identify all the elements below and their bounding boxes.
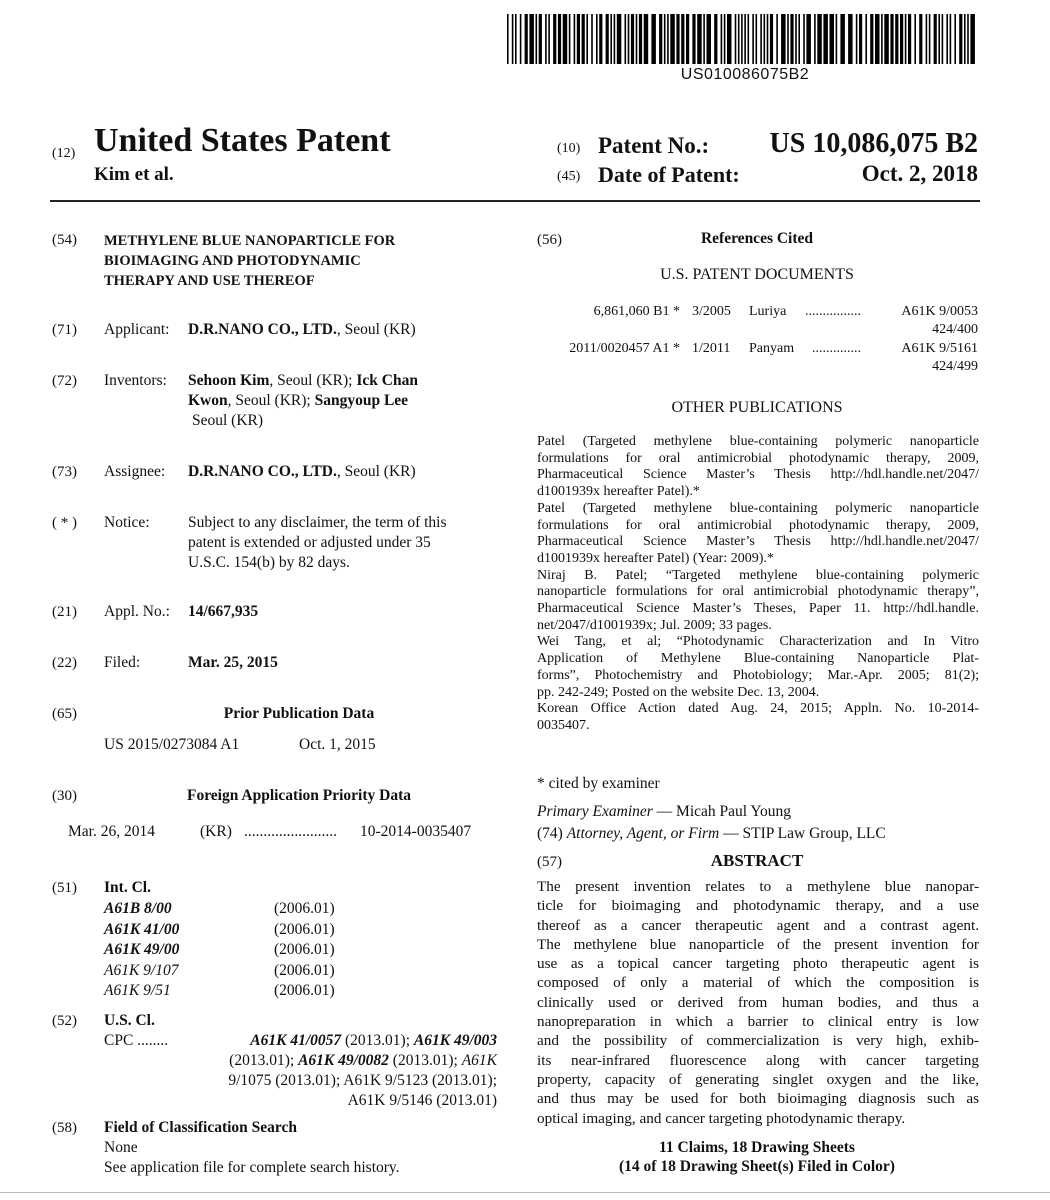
barcode-bar <box>814 14 816 64</box>
code-71: (71) <box>52 322 77 338</box>
barcode-bar <box>830 14 835 64</box>
barcode-bar <box>548 14 550 64</box>
int-cl-list <box>104 899 364 1002</box>
barcode-bar <box>895 14 898 64</box>
appl-no-label: Appl. No.: <box>104 603 170 620</box>
reference-doc: 6,861,060 B1 * <box>593 304 680 319</box>
foreign-priority-number: 10-2014-0035407 <box>360 823 472 840</box>
barcode-bar <box>520 14 522 64</box>
code-65: (65) <box>52 706 77 722</box>
barcode-bar <box>610 14 612 64</box>
barcode-bar <box>798 14 800 64</box>
code-73: (73) <box>52 464 77 480</box>
us-patent-docs-heading: U.S. PATENT DOCUMENTS <box>660 266 854 283</box>
invention-title-line: BIOIMAGING AND PHOTODYNAMIC <box>104 253 361 269</box>
other-publication-line: d1001939x hereafter Patel) (Year: 2009).* <box>537 550 774 566</box>
assignee-value <box>188 462 416 482</box>
barcode-bar <box>908 14 911 64</box>
prior-pub-heading: Prior Publication Data <box>223 705 375 722</box>
drawing-color-note: (14 of 18 Drawing Sheet(s) Filed in Color) <box>619 1158 895 1175</box>
other-publication-line: nanoparticle formulations for oral antimicrobial photodynamic therapy”, <box>537 584 979 600</box>
code-54: (54) <box>52 232 77 248</box>
int-cl-heading: Int. Cl. <box>104 879 151 896</box>
references-heading: References Cited <box>700 230 814 247</box>
barcode-bar <box>790 14 793 64</box>
int-cl-class: A61K 9/51 <box>104 982 171 999</box>
barcode-bar <box>881 14 883 64</box>
cited-by-examiner: * cited by examiner <box>537 775 660 792</box>
barcode-bar <box>721 14 723 64</box>
barcode-number: US010086075B2 <box>680 66 810 83</box>
barcode-bar <box>569 14 571 64</box>
barcode-bar <box>529 14 534 64</box>
foreign-priority-heading: Foreign Application Priority Data <box>186 787 412 804</box>
barcode-bar <box>545 14 547 64</box>
int-cl-class: A61K 9/107 <box>104 961 179 979</box>
barcode-bar <box>639 14 642 64</box>
abstract-line: property, capacity of generating singlet oxygen and the like, <box>537 1070 979 1088</box>
other-publication-line: Patel (Targeted methylene blue-containing polymeric nanoparticle <box>537 434 979 449</box>
barcode-bar <box>599 14 602 64</box>
barcode-bar <box>636 14 638 64</box>
other-publication-line: Application of Methylene Blue-containing Nanoparticle Plat- <box>537 651 979 667</box>
filed-label: Filed: <box>104 654 141 671</box>
barcode-bar <box>970 14 975 64</box>
prior-pub-number: US 2015/0273084 A1 <box>104 736 240 753</box>
foreign-priority-dots: ........................ <box>244 823 337 840</box>
patent-authors: Kim et al. <box>94 164 174 185</box>
other-publications-heading: OTHER PUBLICATIONS <box>671 399 843 416</box>
inventor-name: Sehoon Kim <box>188 372 270 389</box>
int-cl-row <box>104 961 364 982</box>
barcode-bar <box>870 14 873 64</box>
barcode-bar <box>934 14 937 64</box>
barcode-bar <box>836 14 838 64</box>
int-cl-version: (2006.01) <box>274 900 335 917</box>
barcode-bar <box>515 14 517 64</box>
barcode-bar <box>686 14 689 64</box>
abstract-line: optical imaging, and cancer targeting photodynamic therapy. <box>537 1109 906 1127</box>
barcode-bar <box>614 14 616 64</box>
barcode-bar <box>536 14 538 64</box>
int-cl-class: A61K 41/00 <box>104 920 180 938</box>
code-52: (52) <box>52 1013 77 1029</box>
header-divider <box>50 200 980 202</box>
int-cl-class: A61B 8/00 <box>104 900 172 917</box>
barcode-bar <box>606 14 609 64</box>
barcode-bar <box>625 14 627 64</box>
foreign-priority-country: (KR) <box>200 823 232 840</box>
inventor-location: , Seoul (KR); <box>269 372 357 389</box>
inventor-location: , Seoul (KR); <box>227 392 315 409</box>
abstract-line: use as a topical cancer targeting photo therapeutic agent is <box>537 955 979 973</box>
int-cl-row <box>104 920 364 941</box>
field-search-value: None <box>104 1139 138 1156</box>
barcode-bar <box>795 14 797 64</box>
barcode-bar <box>563 14 568 64</box>
barcode-bar <box>856 14 858 64</box>
reference-class: A61K 9/5161 <box>901 341 978 356</box>
date-value: Oct. 2, 2018 <box>861 161 978 186</box>
other-publication-line: Niraj B. Patel; “Targeted methylene blue-containing polymeric <box>537 567 979 583</box>
cpc-line: A61K 9/5146 (2013.01) <box>347 1092 497 1109</box>
assignee-location: , Seoul (KR) <box>336 463 416 480</box>
notice-line: Subject to any disclaimer, the term of this <box>188 514 447 531</box>
other-publication-line: formulations for oral antimicrobial photodynamic therapy, 2009, <box>537 450 979 466</box>
barcode-bar <box>644 14 649 64</box>
abstract-line: and thus may be used for both bioimaging diagnosis such as <box>537 1090 979 1108</box>
code-58: (58) <box>52 1120 77 1136</box>
barcode-bar <box>591 14 593 64</box>
invention-title-line: THERAPY AND USE THEREOF <box>104 273 315 289</box>
patent-no-value: US 10,086,075 B2 <box>769 128 978 159</box>
barcode-bar <box>806 14 811 64</box>
appl-no-value: 14/667,935 <box>188 603 259 620</box>
barcode-bar <box>617 14 622 64</box>
int-cl-row <box>104 940 364 961</box>
inventor-location: Seoul (KR) <box>192 412 264 429</box>
cpc-version: (2013.01); <box>229 1052 299 1069</box>
barcode-bar <box>890 14 893 64</box>
barcode-bar <box>512 14 514 64</box>
code-72: (72) <box>52 373 77 389</box>
primary-examiner <box>537 803 791 821</box>
barcode-bar <box>865 14 867 64</box>
code-56: (56) <box>537 232 562 248</box>
reference-doc: 2011/0020457 A1 * <box>569 341 680 356</box>
barcode-bar <box>764 14 766 64</box>
reference-date: 1/2011 <box>692 341 731 356</box>
barcode-bar <box>586 14 588 64</box>
barcode-bar <box>875 14 880 64</box>
barcode-bar <box>628 14 630 64</box>
cpc-class: A61K 41/0057 <box>250 1032 342 1049</box>
cpc-line <box>197 1031 497 1051</box>
other-publication-line: Pharmaceutical Science Master’s Thesis http://hdl.handle.net/2047/ <box>537 467 979 483</box>
int-cl-row <box>104 899 364 920</box>
barcode-bar <box>748 14 750 64</box>
patent-no-label: Patent No.: <box>598 133 710 158</box>
notice-label: Notice: <box>104 514 150 531</box>
applicant-location: , Seoul (KR) <box>336 321 416 338</box>
barcode-image <box>507 14 977 64</box>
reference-name: Panyam <box>749 341 795 356</box>
reference-name: Luriya <box>749 304 787 319</box>
code-57: (57) <box>537 854 562 870</box>
other-publications-list <box>537 434 979 735</box>
barcode-bar <box>714 14 717 64</box>
barcode-bar <box>558 14 561 64</box>
cpc-class: A61K <box>461 1052 497 1069</box>
barcode-bar <box>741 14 743 64</box>
code-30: (30) <box>52 788 77 804</box>
barcode-bar <box>781 14 786 64</box>
other-publication-line: forms”, Photochemistry and Photobiology; Mar.-Apr. 2005; 81(2); <box>537 667 979 683</box>
reference-dots: .............. <box>812 341 861 356</box>
filed-value: Mar. 25, 2015 <box>188 654 278 671</box>
abstract-text <box>537 877 979 1128</box>
assignee-label: Assignee: <box>104 463 166 480</box>
us-cl-heading: U.S. Cl. <box>104 1012 155 1029</box>
assignee-name: D.R.NANO CO., LTD. <box>188 463 337 480</box>
cpc-version: (2013.01); <box>341 1032 414 1049</box>
barcode-bar <box>770 14 773 64</box>
examiner-name: — Micah Paul Young <box>652 803 792 820</box>
barcode-bar <box>964 14 966 64</box>
barcode-bar <box>670 14 675 64</box>
other-publication-line: Korean Office Action dated Aug. 24, 2015; Appln. No. 10-2014- <box>537 701 979 717</box>
barcode-bar <box>596 14 598 64</box>
abstract-line: its near-infrared fluorescence along with cancer targeting <box>537 1051 979 1069</box>
barcode-bar <box>817 14 822 64</box>
barcode-bar <box>840 14 845 64</box>
code-21: (21) <box>52 604 77 620</box>
cpc-line <box>172 1051 497 1071</box>
foreign-priority-date: Mar. 26, 2014 <box>68 823 155 840</box>
code-74: (74) <box>537 825 563 842</box>
reference-subclass: 424/499 <box>932 359 978 374</box>
barcode-bar <box>950 14 952 64</box>
barcode-bar <box>919 14 922 64</box>
barcode-bar <box>776 14 778 64</box>
barcode-bar <box>727 14 732 64</box>
barcode-bar <box>659 14 662 64</box>
examiner-label: Primary Examiner <box>537 803 653 820</box>
int-cl-version: (2006.01) <box>274 920 335 938</box>
barcode-bar <box>697 14 702 64</box>
other-publication-line: Wei Tang, et al; “Photodynamic Characterization and In Vitro <box>537 634 979 650</box>
code-45: (45) <box>557 169 581 184</box>
int-cl-version: (2006.01) <box>274 982 335 999</box>
field-search-note: See application file for complete search history. <box>104 1159 400 1176</box>
barcode-bar <box>738 14 740 64</box>
attorney-label: Attorney, Agent, or Firm <box>566 825 720 842</box>
prior-pub-date: Oct. 1, 2015 <box>299 736 376 753</box>
barcode-bar <box>848 14 853 64</box>
inventor-name: Sangyoup Lee <box>314 392 409 409</box>
inventor-name: Ick Chan <box>356 372 418 389</box>
barcode-bar <box>914 14 916 64</box>
barcode-bar <box>905 14 907 64</box>
barcode-bar <box>744 14 746 64</box>
other-publication-line: Pharmaceutical Science Master’s Theses, Paper 11. http://hdl.handle. <box>537 601 979 617</box>
other-publication-line: formulations for oral antimicrobial photodynamic therapy, 2009, <box>537 517 979 533</box>
barcode-bar <box>929 14 931 64</box>
patent-title: United States Patent <box>94 122 391 159</box>
int-cl-row <box>104 981 364 1002</box>
other-publication-line: d1001939x hereafter Patel).* <box>537 484 700 500</box>
barcode-bar <box>946 14 948 64</box>
barcode-bar <box>553 14 556 64</box>
code-12: (12) <box>52 146 76 161</box>
other-publication-line: Pharmaceutical Science Master’s Thesis http://hdl.handle.net/2047/ <box>537 534 979 550</box>
bottom-divider <box>0 1192 1050 1193</box>
barcode-bar <box>651 14 656 64</box>
inventors-value <box>188 371 418 431</box>
barcode-bar <box>667 14 669 64</box>
barcode-bar <box>631 14 634 64</box>
reference-dots: ................ <box>805 304 861 319</box>
barcode-bar <box>954 14 956 64</box>
other-publication-line: pp. 242-249; Posted on the website Dec. 13, 2004. <box>537 684 820 700</box>
barcode-bar <box>926 14 928 64</box>
abstract-line: composed of only a material of which the composition is <box>537 974 979 992</box>
barcode-bar <box>707 14 712 64</box>
int-cl-version: (2006.01) <box>274 941 335 958</box>
cpc-version: (2013.01); <box>388 1052 462 1069</box>
barcode-bar <box>884 14 889 64</box>
barcode-bar <box>507 14 509 64</box>
date-label: Date of Patent: <box>598 162 740 187</box>
notice-line: patent is extended or adjusted under 35 <box>188 534 431 551</box>
code-51: (51) <box>52 880 77 896</box>
barcode-bar <box>787 14 789 64</box>
barcode-bar <box>767 14 769 64</box>
barcode-bar <box>525 14 528 64</box>
barcode-bar <box>859 14 862 64</box>
notice-text <box>188 513 447 573</box>
barcode-bar <box>664 14 666 64</box>
barcode-bar <box>803 14 805 64</box>
barcode-bar <box>681 14 684 64</box>
other-publication-line: net/2047/d1001939x; Jul. 2009; 33 pages. <box>537 617 772 633</box>
abstract-line: The present invention relates to a methylene blue nanopar- <box>537 878 979 895</box>
abstract-heading: ABSTRACT <box>710 851 804 870</box>
field-search-heading: Field of Classification Search <box>104 1119 298 1136</box>
barcode-bar <box>724 14 726 64</box>
int-cl-class: A61K 49/00 <box>104 941 180 958</box>
code-22: (22) <box>52 655 77 671</box>
abstract-line: ticle for bioimaging and photodynamic therapy, and a use <box>537 897 979 915</box>
abstract-line: thereof as a cancer therapeutic agent and a contrast agent. <box>537 916 979 934</box>
abstract-line: clinically used or derived from human bodies, and thus a <box>537 993 979 1011</box>
applicant-label: Applicant: <box>104 321 170 338</box>
inventors-label: Inventors: <box>104 372 167 389</box>
notice-code: ( * ) <box>52 515 77 531</box>
reference-date: 3/2005 <box>692 304 731 319</box>
claims-count: 11 Claims, 18 Drawing Sheets <box>659 1139 855 1156</box>
other-publication-line: Patel (Targeted methylene blue-containing polymeric nanoparticle <box>537 500 979 516</box>
barcode-bar <box>735 14 737 64</box>
barcode-bar <box>967 14 969 64</box>
barcode-bar <box>574 14 576 64</box>
barcode-bar <box>577 14 580 64</box>
cpc-line: 9/1075 (2013.01); A61K 9/5123 (2013.01); <box>228 1072 497 1089</box>
barcode-bar <box>823 14 828 64</box>
reference-subclass: 424/400 <box>932 322 978 337</box>
applicant-value <box>188 320 416 340</box>
cpc-class: A61K 49/0082 <box>298 1052 389 1069</box>
cpc-label: CPC ........ <box>104 1032 169 1049</box>
abstract-line: The methylene blue nanoparticle of the present invention for <box>537 935 979 953</box>
attorney <box>537 825 886 843</box>
attorney-name: — STIP Law Group, LLC <box>719 825 886 842</box>
barcode-bar <box>692 14 695 64</box>
abstract-line: and the possibility of commercialization is very high, exhib- <box>537 1032 979 1050</box>
barcode-bar <box>582 14 585 64</box>
barcode-bar <box>756 14 758 64</box>
barcode-bar <box>539 14 542 64</box>
invention-title-line: METHYLENE BLUE NANOPARTICLE FOR <box>104 233 396 249</box>
inventor-name: Kwon <box>188 392 228 409</box>
barcode-bar <box>752 14 754 64</box>
barcode-bar <box>676 14 679 64</box>
code-10: (10) <box>557 141 581 156</box>
barcode-bar <box>942 14 944 64</box>
invention-title <box>104 231 395 291</box>
barcode-bar <box>760 14 762 64</box>
other-publication-line: 0035407. <box>537 717 590 733</box>
barcode-bar <box>938 14 940 64</box>
applicant-name: D.R.NANO CO., LTD. <box>188 321 337 338</box>
int-cl-version: (2006.01) <box>274 961 335 979</box>
abstract-line: nanopreparation in which a barrier to clinical entry is low <box>537 1013 979 1031</box>
barcode-bar <box>900 14 903 64</box>
cpc-class: A61K 49/003 <box>413 1032 497 1049</box>
barcode-bar <box>703 14 705 64</box>
notice-line: U.S.C. 154(b) by 82 days. <box>188 554 350 571</box>
barcode-bar <box>959 14 962 64</box>
reference-class: A61K 9/0053 <box>901 304 978 319</box>
